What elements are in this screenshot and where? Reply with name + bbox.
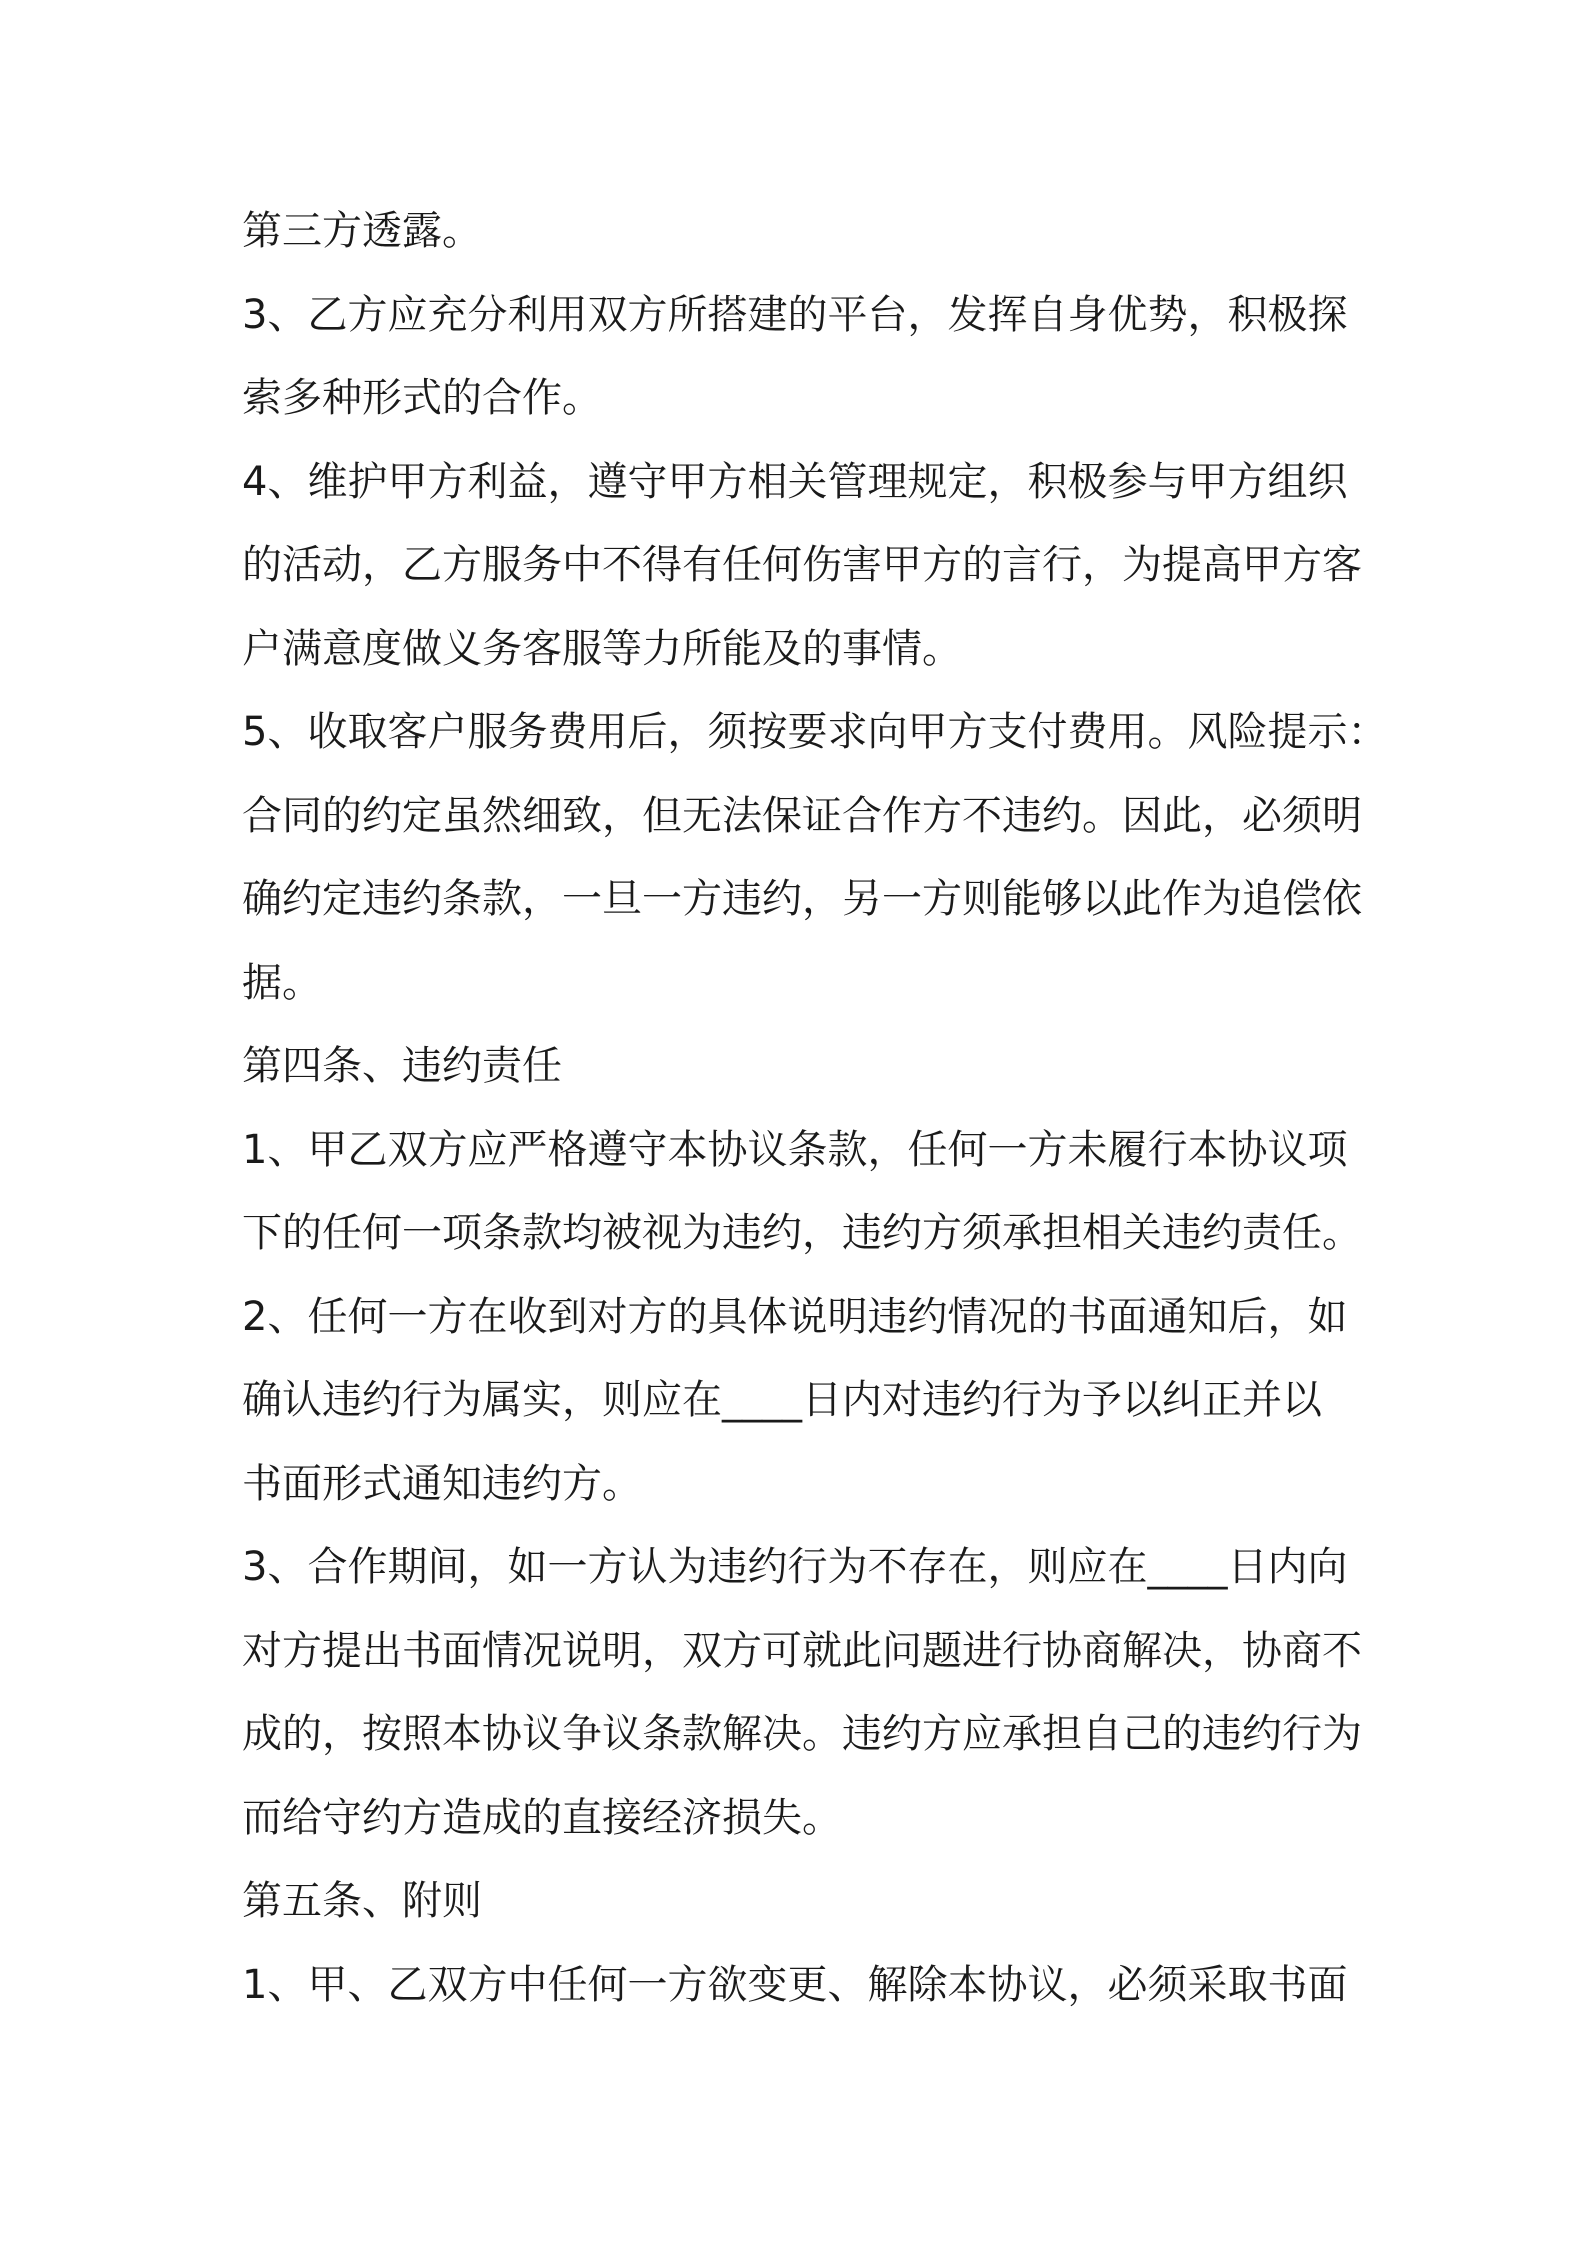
text-line: 确认违约行为属实，则应在____日内对违约行为予以纠正并以 (242, 1377, 1322, 1423)
text-line: 户满意度做义务客服等力所能及的事情。 (242, 625, 962, 672)
text-line: 2、任何一方在收到对方的具体说明违约情况的书面通知后，如 (242, 1293, 1348, 1340)
text-line: 第三方透露。 (242, 208, 482, 254)
text-line: 书面形式通知违约方。 (242, 1460, 642, 1507)
text-line: 合同的约定虽然细致，但无法保证合作方不违约。因此，必须明 (242, 792, 1362, 839)
text-line: 而给守约方造成的直接经济损失。 (242, 1794, 842, 1841)
text-line: 5、收取客户服务费用后，须按要求向甲方支付费用。风险提示： (242, 709, 1388, 755)
text-line: 下的任何一项条款均被视为违约，违约方须承担相关违约责任。 (242, 1210, 1362, 1256)
section-heading: 第五条、附则 (242, 1878, 482, 1924)
text-line: 对方提出书面情况说明，双方可就此问题进行协商解决，协商不 (242, 1627, 1362, 1674)
text-line: 成的，按照本协议争议条款解决。违约方应承担自己的违约行为 (242, 1711, 1362, 1757)
text-line: 据。 (242, 959, 322, 1006)
text-line: 索多种形式的合作。 (242, 375, 602, 421)
text-line: 1、甲乙双方应严格遵守本协议条款，任何一方未履行本协议项 (242, 1126, 1348, 1173)
text-line: 3、乙方应充分利用双方所搭建的平台，发挥自身优势，积极探 (242, 291, 1348, 338)
text-line: 的活动，乙方服务中不得有任何伤害甲方的言行，为提高甲方客 (242, 542, 1362, 588)
document-body (242, 190, 1388, 2027)
text-line: 确约定违约条款，一旦一方违约，另一方则能够以此作为追偿依 (242, 876, 1362, 922)
text-line: 4、维护甲方利益，遵守甲方相关管理规定，积极参与甲方组织 (242, 458, 1348, 505)
section-heading: 第四条、违约责任 (242, 1043, 562, 1089)
text-line: 1、甲、乙双方中任何一方欲变更、解除本协议，必须采取书面 (242, 1961, 1348, 2008)
text-line: 3、合作期间，如一方认为违约行为不存在，则应在____日内向 (242, 1544, 1348, 1590)
